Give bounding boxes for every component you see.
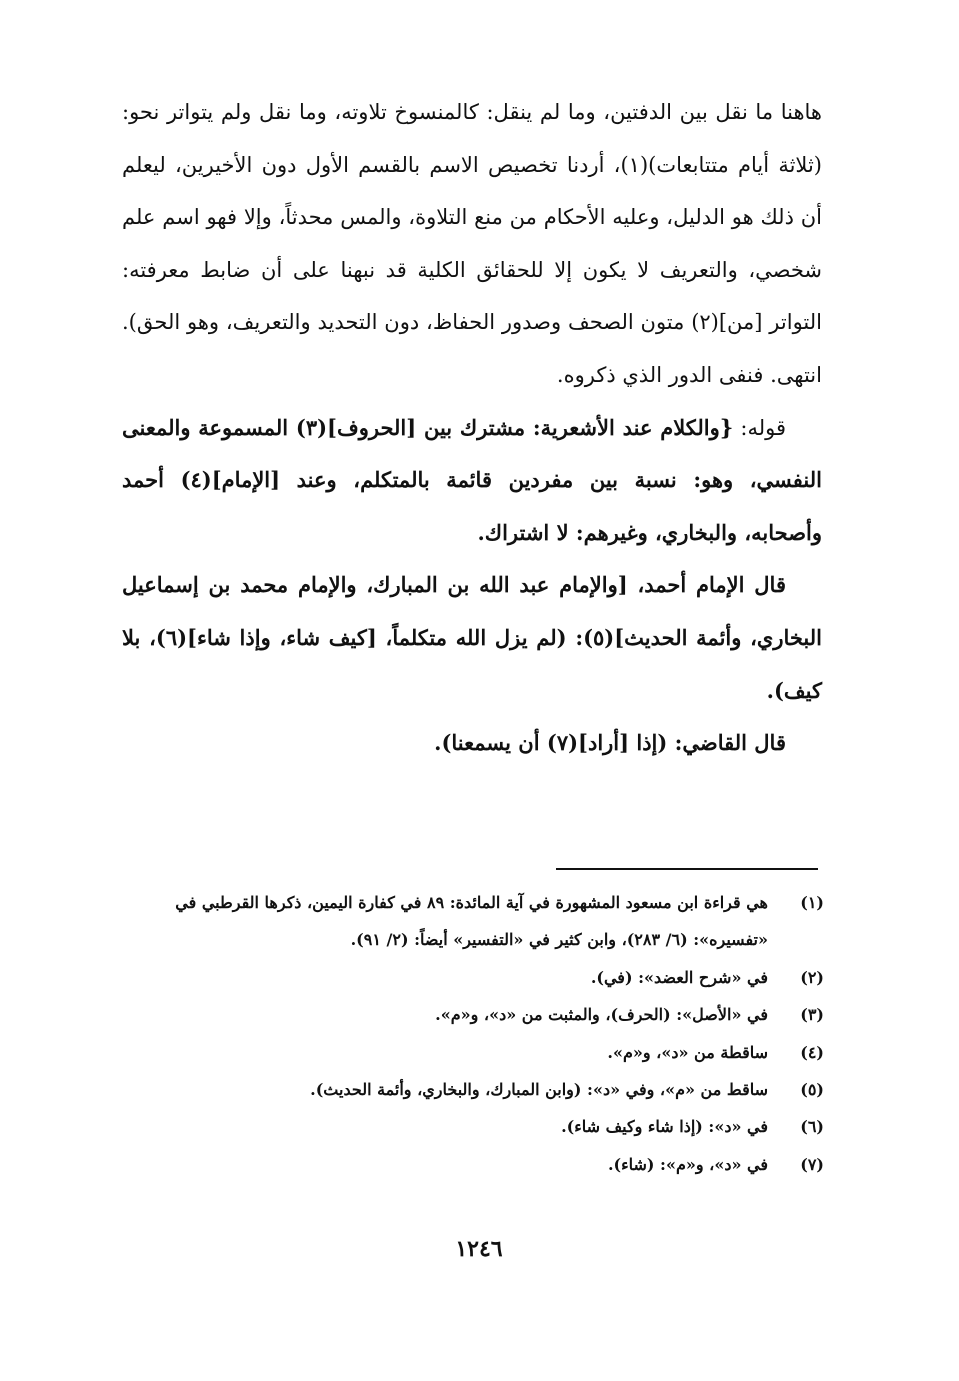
footnotes [110,884,824,1183]
footnote-number: (٦) [800,1117,824,1137]
footnote-text: في «د»: (إذا شاء وكيف شاء). [561,1117,768,1137]
footnote-number: (٧) [800,1154,824,1174]
footnote-2 [110,959,824,996]
footnote-number: (٣) [800,1005,824,1025]
paragraph-1-text: هاهنا ما نقل بين الدفتين، وما لم ينقل: كالمنسوخ تلاوته، وما نقل ولم يتواتر نحو: (ثلاثة أيام متتابعات)(١)، أردنا تخصيص الاسم بالقسم الأول دون الأخيرين، ليعلم أن ذلك هو الدليل، وعليه الأحكام من منع التلاوة، والمس محدثاً، وإلا فهو اسم علم شخصي، والتعريف لا يكون إلا للحقائق الكلية قد نبهنا على أن ضابط معرفته: التواتر [من](٢) متون الصحف وصدور الحفاظ، دون التحديد والتعريف، وهو الحق). انتهى. فنفى الدور الذي ذكروه. [122,100,822,387]
paragraph-2-quote: {والكلام عند الأشعرية: مشترك بين [الحروف](٣) المسموعة والمعنى النفسي، وهو: نسبة بين مفردين قائمة بالمتكلم، وعند [الإمام](٤) أحمد وأصحابه، والبخاري، وغيرهم: لا اشتراك. [122,414,822,545]
footnote-text: في «الأصل»: (الحرف)، والمثبت من «د»، و«م». [435,1005,768,1025]
paragraph-4-text: قال القاضي: (إذا [أراد](٧) أن يسمعنا). [434,730,786,756]
footnote-6 [110,1108,824,1145]
footnote-text: ساقط من «م»، وفي «د»: (وابن المبارك، والبخاري، وأئمة الحديث). [310,1080,768,1100]
footnote-text: في «شرح العضد»: (في). [590,967,768,987]
page-number: ١٢٤٦ [455,1236,503,1262]
footnote-3 [110,996,824,1033]
paragraph-3 [122,559,822,717]
main-text [122,86,822,770]
footnote-1 [110,884,824,959]
footnote-4 [110,1034,824,1071]
footnote-number: (١) [800,893,824,912]
footnote-text: في «د»، و«م»: (شاء). [607,1154,768,1174]
footnote-number: (٤) [800,1042,824,1062]
paragraph-2 [122,402,822,560]
footnote-number: (٥) [800,1080,824,1100]
paragraph-3-text: قال الإمام أحمد، [والإمام عبد الله بن المبارك، والإمام محمد بن إسماعيل البخاري، وأئمة الحديث](٥): (لم يزل الله متكلماً، [كيف شاء، وإذا شاء](٦)، بلا كيف). [122,572,822,703]
footnote-text: هي قراءة ابن مسعود المشهورة في آية المائدة: ٨٩ في كفارة اليمين، ذكرها القرطبي في «تفسيره»: (٦/ ٢٨٣)، وابن كثير في «التفسير» أيضاً: (٢/ ٩١). [175,893,768,950]
paragraph-2-lead: قوله: [733,415,786,440]
paragraph-4 [122,717,822,770]
footnote-separator [556,868,818,870]
footnote-text: ساقطة من «د»، و«م». [607,1042,768,1062]
footnote-number: (٢) [800,967,824,987]
paragraph-1 [122,86,822,402]
footnote-7 [110,1146,824,1183]
footnote-5 [110,1071,824,1108]
